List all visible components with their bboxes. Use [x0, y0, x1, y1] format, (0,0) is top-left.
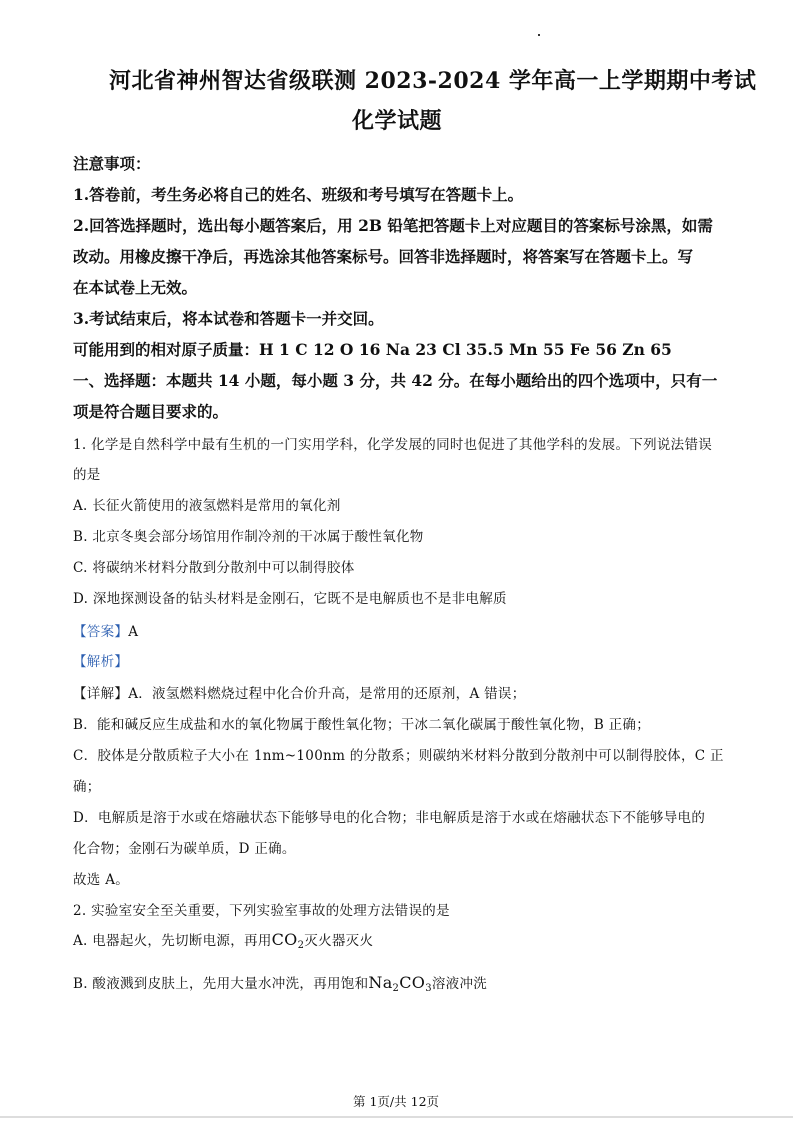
co2-formula: $CO_2$ — [271, 930, 305, 951]
bottom-rule — [0, 1116, 793, 1118]
detail-a-text: A．液氢燃料燃烧过程中化合价升高，是常用的还原剂，A 错误； — [128, 686, 526, 702]
q1-option-a: A. 长征火箭使用的液氢燃料是常用的氧化剂 — [73, 498, 341, 514]
q1-stem-line-2: 的是 — [73, 467, 101, 483]
q1-conclusion: 故选 A。 — [73, 872, 130, 888]
answer-label: 【答案】 — [73, 624, 129, 640]
q2-option-a — [73, 929, 373, 951]
q2-option-a-pre: A. 电器起火，先切断电源，再用 — [73, 933, 272, 949]
exam-title: 河北省神州智达省级联测 2023-2024 学年高一上学期期中考试 — [109, 68, 757, 94]
q1-detail-a — [73, 682, 526, 702]
notice-item-3: 3.考试结束后，将本试卷和答题卡一并交回。 — [73, 309, 384, 328]
q1-option-d: D. 深地探测设备的钻头材料是金刚石，它既不是电解质也不是非电解质 — [73, 591, 507, 607]
notice-item-1: 1.答卷前，考生务必将自己的姓名、班级和考号填写在答题卡上。 — [73, 185, 524, 204]
q1-stem-line-1: 1. 化学是自然科学中最有生机的一门实用学科，化学发展的同时也促进了其他学科的发展。下列说法错误 — [73, 437, 713, 453]
notice-item-2-line-3: 在本试卷上无效。 — [73, 278, 198, 297]
na2co3-formula: $Na_2CO_3$ — [368, 973, 432, 994]
section-heading-line-2: 项是符合题目要求的。 — [73, 402, 229, 421]
q2-option-b — [73, 972, 487, 994]
q2-stem: 2. 实验室安全至关重要，下列实验室事故的处理方法错误的是 — [73, 903, 450, 919]
section-heading-line-1: 一、选择题：本题共 14 小题，每小题 3 分，共 42 分。在每小题给出的四个选项中，只有一 — [73, 371, 718, 390]
exam-subtitle: 化学试题 — [352, 108, 443, 134]
scan-dot — [538, 34, 540, 36]
notice-item-2-line-1: 2.回答选择题时，选出每小题答案后，用 2B 铅笔把答题卡上对应题目的答案标号涂黑，如需 — [73, 216, 713, 235]
page-footer: 第 1页/共 12页 — [353, 1094, 440, 1109]
notice-item-2-line-2: 改动。用橡皮擦干净后，再选涂其他答案标号。回答非选择题时，将答案写在答题卡上。写 — [73, 247, 694, 266]
answer-value: A — [128, 624, 139, 640]
q1-detail-c-line-1: C．胶体是分散质粒子大小在 1nm~100nm 的分散系；则碳纳米材料分散到分散剂中可以制得胶体，C 正 — [73, 748, 724, 764]
q1-option-c: C. 将碳纳米材料分散到分散剂中可以制得胶体 — [73, 560, 355, 576]
notice-heading: 注意事项： — [73, 154, 151, 173]
atomic-masses: 可能用到的相对原子质量：H 1 C 12 O 16 Na 23 Cl 35.5 Mn 55 Fe 56 Zn 65 — [73, 340, 672, 359]
q1-detail-d-line-2: 化合物；金刚石为碳单质，D 正确。 — [73, 841, 296, 857]
q1-detail-b: B．能和碱反应生成盐和水的氧化物属于酸性氧化物；干冰二氧化碳属于酸性氧化物，B 正确； — [73, 717, 651, 733]
analysis-label: 【解析】 — [73, 654, 129, 670]
q2-option-b-pre: B. 酸液溅到皮肤上，先用大量水冲洗，再用饱和 — [73, 976, 369, 992]
q1-answer — [73, 620, 138, 640]
q2-option-a-post: 灭火器灭火 — [304, 933, 374, 949]
detail-label: 【详解】 — [73, 686, 129, 702]
q2-option-b-post: 溶液冲洗 — [431, 976, 488, 992]
q1-option-b: B. 北京冬奥会部分场馆用作制冷剂的干冰属于酸性氧化物 — [73, 529, 424, 545]
q1-detail-c-line-2: 确； — [73, 779, 101, 795]
q1-detail-d-line-1: D．电解质是溶于水或在熔融状态下能够导电的化合物；非电解质是溶于水或在熔融状态下不能够导电的 — [73, 810, 706, 826]
